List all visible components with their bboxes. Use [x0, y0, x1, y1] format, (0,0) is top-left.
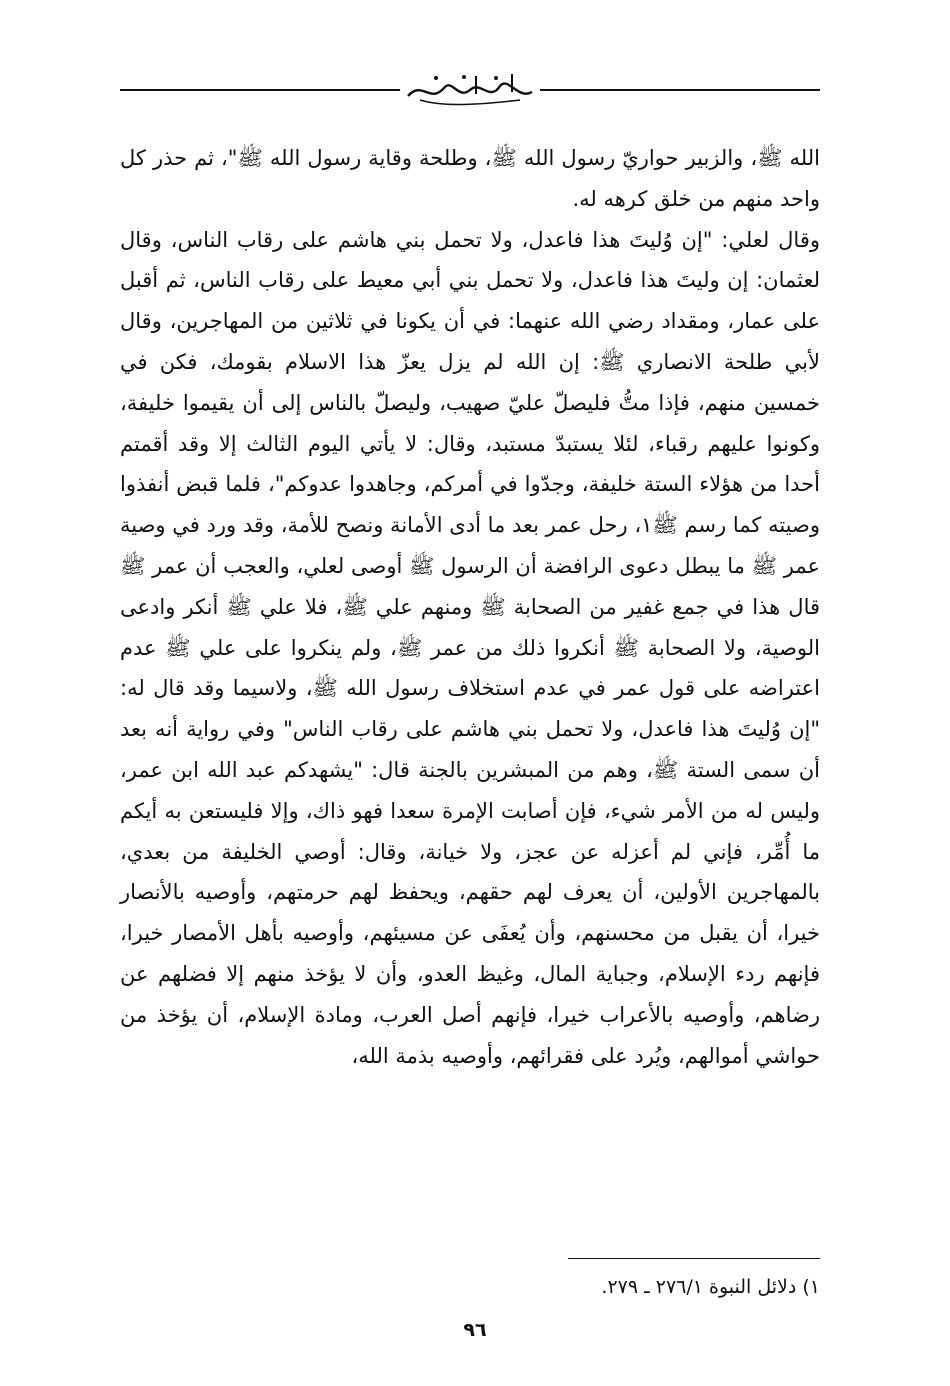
header-rule-right: [540, 89, 820, 91]
page-number: ٩٦: [463, 1319, 487, 1341]
body-text: [120, 138, 820, 1076]
page-header: [120, 70, 820, 110]
paragraph-2: وقال لعلي: "إن وُليتَ هذا فاعدل، ولا تحمل بني هاشم على رقاب الناس، وقال لعثمان: إن وليتَ هذا فاعدل، ولا تحمل بني أبي معيط على رقاب الناس، ثم أقبل على عمار، ومقداد رضي الله عنهما: في أن يكونا في ثلاثين من المهاجرين، وقال لأبي طلحة الانصاري ﷺ: إن الله لم يزل يعزّ هذا الاسلام بقومك، فكن في خمسين منهم، فإذا متُّ فليصلّ عليّ صهيب، وليصلّ بالناس إلى أن يقيموا خليفة، وكونوا عليهم رقباء، لئلا يستبدّ مستبد، وقال: لا يأتي اليوم الثالث إلا وقد أقمتم أحدا من هؤلاء الستة خليفة، وجدّوا في أمركم، وجاهدوا عدوكم"، فلما قبض أنفذوا وصيته كما رسم ﷺ١، رحل عمر بعد ما أدى الأمانة ونصح للأمة، وقد ورد في وصية عمر ﷺ ما يبطل دعوى الرافضة أن الرسول ﷺ أوصى لعلي، والعجب أن عمر ﷺ قال هذا في جمع غفير من الصحابة ﷺ ومنهم علي ﷺ، فلا علي ﷺ أنكر وادعى الوصية، ولا الصحابة ﷺ أنكروا ذلك من عمر ﷺ، ولم ينكروا على علي ﷺ عدم اعتراضه على قول عمر في عدم استخلاف رسول الله ﷺ، ولاسيما وقد قال له: "إن وُليتَ هذا فاعدل، ولا تحمل بني هاشم على رقاب الناس" وفي رواية أنه بعد أن سمى الستة ﷺ، وهم من المبشرين بالجنة قال: "يشهدكم عبد الله ابن عمر، وليس له من الأمر شيء، فإن أصابت الإمرة سعدا فهو ذاك، وإلا فليستعن به أيكم ما أُمِّر، فإني لم أعزله عن عجز، ولا خيانة، وقال: أوصي الخليفة من بعدي، بالمهاجرين الأولين، أن يعرف لهم حقهم، ويحفظ لهم حرمتهم، وأوصيه بالأنصار خيرا، أن يقبل من محسنهم، وأن يُعفَى عن مسيئهم، وأوصيه بأهل الأمصار خيرا، فإنهم ردء الإسلام، وجباية المال، وغيظ العدو، وأن لا يؤخذ منهم إلا فضلهم عن رضاهم، وأوصيه بالأعراب خيرا، فإنهم أصل العرب، ومادة الإسلام، أن يؤخذ من حواشي أموالهم، ويُرد على فقرائهم، وأوصيه بذمة الله،: [120, 227, 820, 1068]
header-rule-left: [120, 89, 400, 91]
calligraphy-ornament-icon: [400, 70, 540, 110]
footnote: ١) دلائل النبوة ٢٧٦/١ ـ ٢٧٩.: [601, 1276, 820, 1298]
footnote-rule: [568, 1258, 820, 1259]
paragraph-1: الله ﷺ، والزبير حواريّ رسول الله ﷺ، وطلحة وقاية رسول الله ﷺ"، ثم حذر كل واحد منهم من خلق كرهه له.: [120, 146, 820, 211]
